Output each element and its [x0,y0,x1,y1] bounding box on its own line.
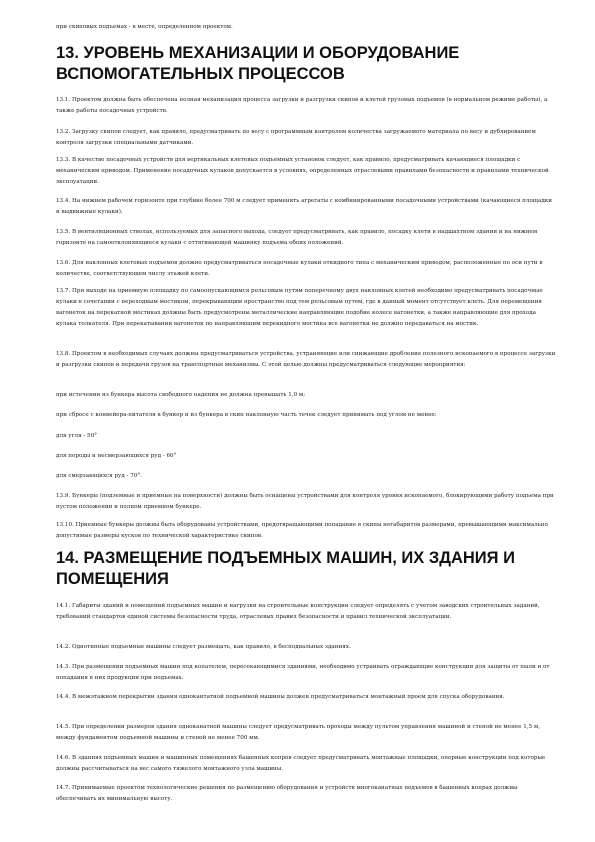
paragraph-13-2: 13.2. Загрузку скипов следует, как правило, предусматривать по весу с программным контролем количества загружаемого материала по весу и дублированием контроля загрузки специальными датчиками. [56,129,536,146]
paragraph-fall-height: при истечении из бункера высота свободного падения не должна превышать 1,0 м; [56,392,306,398]
paragraph-13-7: 13.7. При выходе на приемную площадку по самоопускающимся рельсовым путям поперечному двух наклонных клетей необходимо предусматривать посадочные кулаки в сочетании с переходным мостиком, перекрывающим пространство под тем рельсовым путем, где в данный момент отсутствует клеть. Для перемещения вагонеток на перекатной мостиках должны быть предусмотрены металлические направляющие подобие колесе вагонетки, а также направляющие для прохода кулака толкателя. При перекатывании вагонеток по направляющим перекидного мостика все вагонетки не должно передаваться на мостик. [56,288,543,327]
paragraph-chute-angle: при сбросе с конвейера-питателя в бункер и из бункера в скип наклонную часть течек следует принимать под углом не менее: [56,412,437,418]
paragraph-13-3: 13.3. В качестве посадочных устройств для вертикальных клетевых подъемных установок следует, как правило, предусматривать качающиеся площадки с механическим приводом. Применение посадочных кулаков допускается в условиях, определенных отраслевыми правилами безопасности и правилами технической эксплуатации. [56,157,549,185]
paragraph-14-6: 14.6. В зданиях подъемных машин и машинных помещениях башенных копров следует предусматривать монтажные площадки, опорные конструкции под которые должны рассчитываться на вес самого тяжелого монтажного узла машины. [56,755,546,772]
paragraph-13-4: 13.4. На нижнем рабочем горизонте при глубине более 700 м следует применять агрегаты с комбинированными посадочными устройствами (качающиеся площадки и выдвижные кулаки). [56,198,553,215]
paragraph-14-2: 14.2. Однотипные подъемные машины следует размещать, как правило, в бесподвальных зданиях. [56,644,351,650]
paragraph-14-7: 14.7. Принимаемые проектом технологические решения по размещению оборудования и устройств многоканатных подъемов в башенных копрах должны обеспечивать их минимальную высоту. [56,785,518,802]
paragraph-14-4: 14.4. В межэтажном перекрытии здания однокантатной подъемной машины должен предусматриваться монтажный проем для спуска оборудования. [56,694,505,700]
paragraph-13-1: 13.1. Проектом должна быть обеспечена полная механизация процесса загрузки и разгрузки скипов и клетей грузовых подъемов (в нормальном режиме работы), а также работы посадочных устройств. [56,97,548,114]
section-13-heading: 13. УРОВЕНЬ МЕХАНИЗАЦИИ И ОБОРУДОВАНИЕ ВСПОМОГАТЕЛЬНЫХ ПРОЦЕССОВ [56,44,460,83]
intro-line: при скиповых подъемах - в месте, определенном проектом. [56,24,233,30]
section-14-heading: 14. РАЗМЕЩЕНИЕ ПОДЪЕМНЫХ МАШИН, ИХ ЗДАНИЯ И ПОМЕЩЕНИЯ [56,549,515,588]
paragraph-14-5: 14.5. При определении размеров здания одноканатной машины следует предусматривать проходы между пультом управления машиной и стеной не менее 1,5 м, между фундаментом подъемной машины и стеной не менее 700 мм. [56,724,540,741]
paragraph-13-10: 13.10. Приемные бункеры должны быть оборудованы устройствами, предотвращающими попадание в скипы негабаритов размерами, превышающими максимально допустимые размеры кусков по технической характеристике скипов. [56,522,548,539]
paragraph-14-1: 14.1. Габариты зданий и помещений подъемных машин и нагрузки на строительные конструкции следует определять с учетом заводских строительных заданий, требований стандартов единой системы безопасности труда, отраслевых правил безопасности и правил технической эксплуатации. [56,603,540,620]
angle-rock: для породы и несмерзающихся руд - 60° [56,453,177,459]
paragraph-13-8: 13.8. Проектом в необходимых случаях должны предусматриваться устройства, устраняющие или снижающие дробление полезного ископаемого в процессе загрузки и разгрузки скипов и передачи грузов на транспортные механизмы. С этой целью должны предусматриваться следующие мероприятия: [56,351,556,368]
angle-frozen-ore: для смерзающихся руд - 70°. [56,473,142,479]
paragraph-13-6: 13.6. Для наклонных клетевых подъемов должно предусматриваться посадочные кулаки откидного типа с механическим приводом, расположенные по оси пути в количестве, соответствующем числу этажей клети. [56,260,543,277]
paragraph-13-9: 13.9. Бункеры (подземные и приемные на поверхности) должны быть оснащены устройствами для контроля уровня ископаемого, блокирующими работу подъема при пустом положении и полном приемном бункере. [56,493,554,510]
paragraph-13-5: 13.5. В вентиляционных стволах, используемых для запасного выхода, следует предусматривать, как правило, посадку клети в надшахтном здании и на нижнем горизонте на самоотклоняющиеся кулаки с оттягивающей машинку подъема обоих положений. [56,229,538,246]
paragraph-14-3: 14.3. При размещении подъемных машин под копателем, пересекающимися зданиями, необходимо устраивать ограждающие конструкции для защиты от пыли и от попадания в них продукции при подъемах. [56,664,550,681]
angle-coal: для угля - 50° [56,433,97,439]
